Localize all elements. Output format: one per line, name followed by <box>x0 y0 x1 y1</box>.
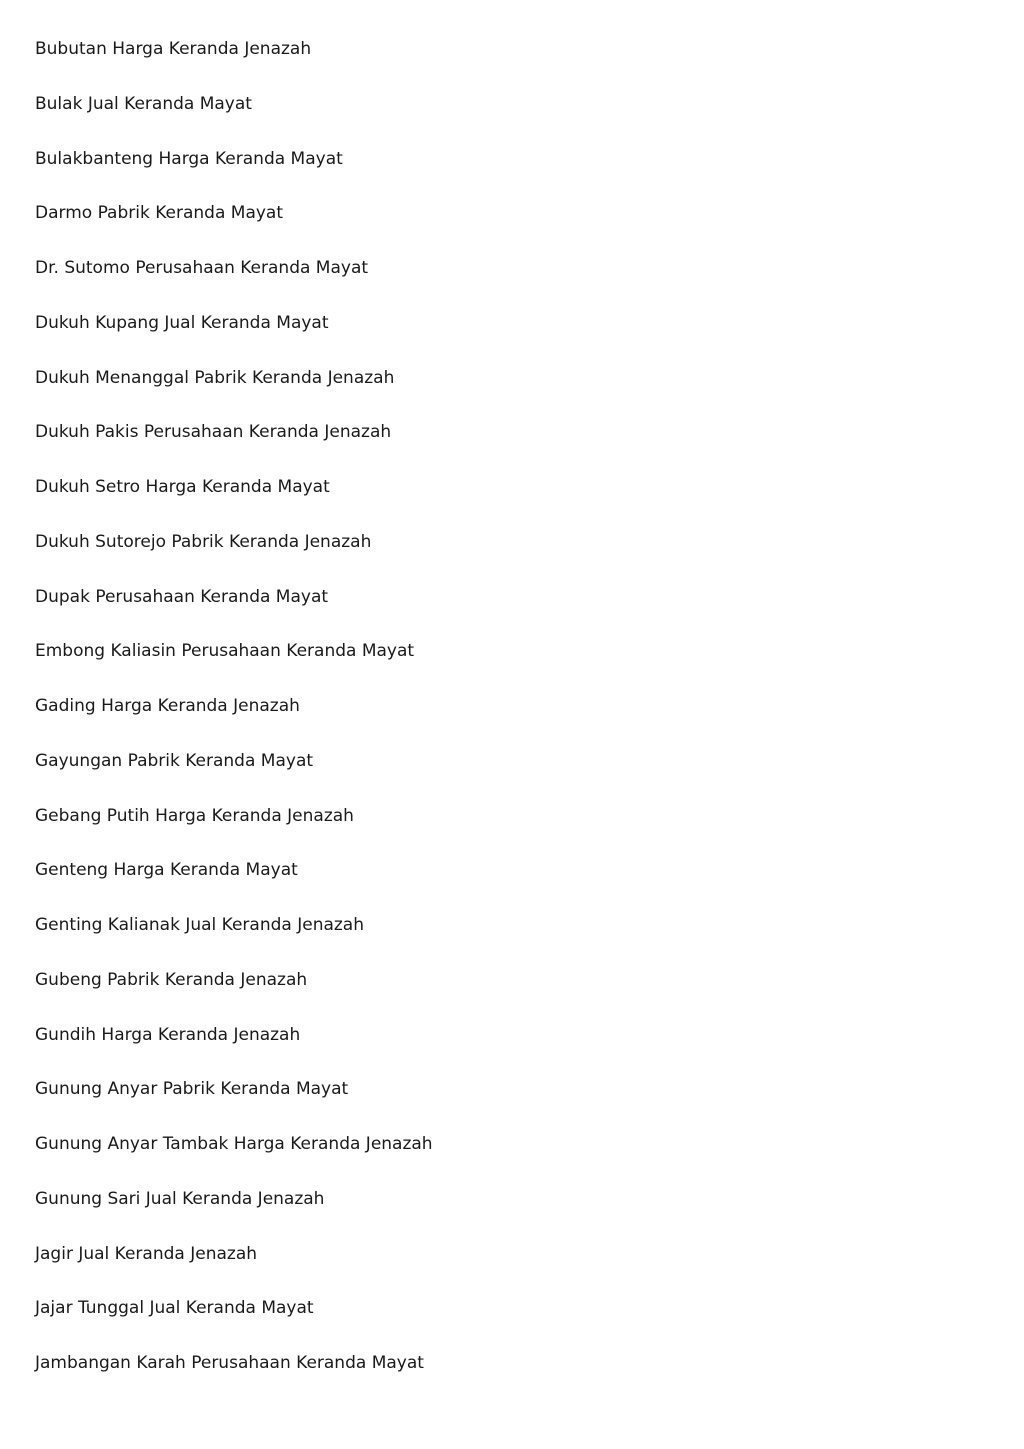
list-item: Dupak Perusahaan Keranda Mayat <box>35 586 329 607</box>
list-item: Jambangan Karah Perusahaan Keranda Mayat <box>35 1353 424 1373</box>
list-item: Gebang Putih Harga Keranda Jenazah <box>35 805 354 826</box>
list-item: Jagir Jual Keranda Jenazah <box>35 1243 258 1264</box>
list-item: Genting Kalianak Jual Keranda Jenazah <box>35 915 365 935</box>
list-item: Bulak Jual Keranda Mayat <box>35 93 252 114</box>
list-item: Dukuh Setro Harga Keranda Mayat <box>35 477 330 497</box>
list-item: Bubutan Harga Keranda Jenazah <box>35 39 312 59</box>
list-item: Genteng Harga Keranda Mayat <box>35 860 298 881</box>
list-item: Dukuh Pakis Perusahaan Keranda Jenazah <box>35 422 392 443</box>
list-item: Dukuh Kupang Jual Keranda Mayat <box>35 312 329 333</box>
list-item: Gunung Anyar Tambak Harga Keranda Jenazah <box>35 1134 433 1154</box>
list-item: Dukuh Sutorejo Pabrik Keranda Jenazah <box>35 531 372 552</box>
list-item: Gundih Harga Keranda Jenazah <box>35 1024 301 1045</box>
list-item: Dr. Sutomo Perusahaan Keranda Mayat <box>35 258 369 278</box>
list-item: Darmo Pabrik Keranda Mayat <box>35 203 284 224</box>
location-list <box>35 34 433 1403</box>
list-item: Dukuh Menanggal Pabrik Keranda Jenazah <box>35 367 395 388</box>
list-item: Gayungan Pabrik Keranda Mayat <box>35 750 314 771</box>
list-item: Bulakbanteng Harga Keranda Mayat <box>35 148 343 169</box>
list-item: Gading Harga Keranda Jenazah <box>35 696 300 716</box>
list-item: Gunung Anyar Pabrik Keranda Mayat <box>35 1079 349 1100</box>
list-item: Jajar Tunggal Jual Keranda Mayat <box>35 1298 314 1319</box>
list-item: Gunung Sari Jual Keranda Jenazah <box>35 1188 325 1209</box>
list-item: Gubeng Pabrik Keranda Jenazah <box>35 969 308 990</box>
list-item: Embong Kaliasin Perusahaan Keranda Mayat <box>35 641 415 662</box>
